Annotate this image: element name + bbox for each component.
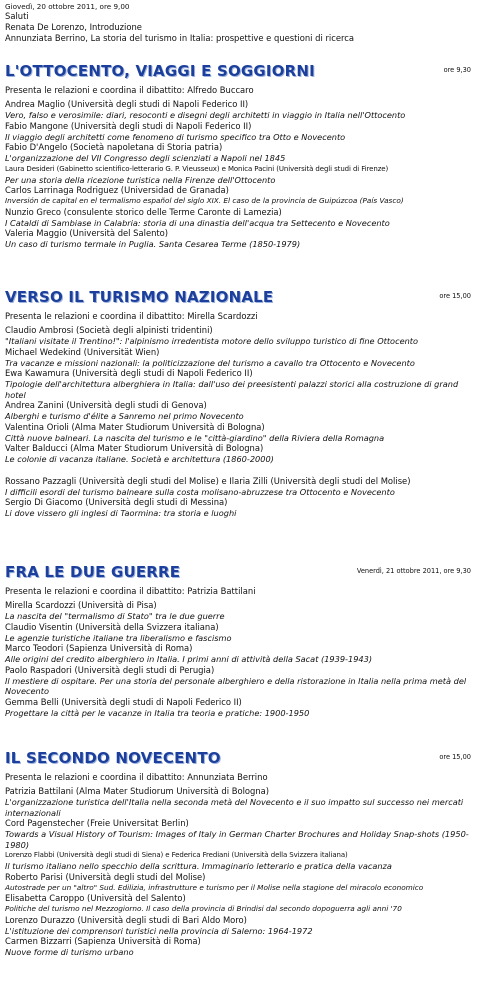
- talk-title: Autostrade per un "altro" Sud. Edilizia, infrastrutture e turismo per il Molise nella stagione del miracolo economico: [5, 882, 424, 892]
- talk-speaker: Fabio D'Angelo (Società napoletana di Storia patria): [5, 142, 223, 152]
- spacer: [5, 465, 475, 476]
- section-header: [5, 288, 475, 310]
- talk-title: Progettare la città per le vacanze in Italia tra teoria e pratiche: 1900-1950: [5, 707, 310, 718]
- talk-item: [5, 697, 475, 719]
- talk-item: [5, 164, 475, 186]
- intro-greetings: Saluti: [5, 11, 29, 21]
- talk-item: [5, 476, 475, 498]
- talk-item: [5, 142, 475, 164]
- talk-item: [5, 400, 475, 422]
- talk-speaker: Sergio Di Giacomo (Università degli studi di Messina): [5, 497, 228, 507]
- talk-speaker: Michael Wedekind (Universität Wien): [5, 346, 160, 357]
- talk-title: Alberghi e turismo d'élite a Sanremo nel primo Novecento: [5, 411, 244, 421]
- talk-title: Il turismo italiano nello specchio della scrittura. Immaginario letterario e pratica della vacanza: [5, 861, 392, 871]
- talk-speaker: Ewa Kawamura (Università degli studi di Napoli Federico II): [5, 368, 253, 378]
- intro-keynote: Annunziata Berrino, La storia del turismo in Italia: prospettive e questioni di ricerca: [5, 33, 355, 43]
- section-chair: Presenta le relazioni e coordina il dibattito: Alfredo Buccaro: [5, 85, 254, 95]
- talk-item: [5, 915, 475, 937]
- talk-speaker: Marco Teodori (Sapienza Università di Roma): [5, 643, 193, 653]
- talk-speaker: Valeria Maggio (Università del Salento): [5, 228, 169, 238]
- talk-item: [5, 818, 475, 850]
- talk-speaker: Rossano Pazzagli (Università degli studi del Molise) e Ilaria Zilli (Università degli studi del Molise): [5, 475, 411, 486]
- talk-item: [5, 786, 475, 818]
- talk-title: Un caso di turismo termale in Puglia. Santa Cesarea Terme (1850-1979): [5, 239, 301, 249]
- talk-speaker: Valentina Orioli (Alma Mater Studiorum Università di Bologna): [5, 421, 265, 432]
- talk-title: Per una storia della ricezione turistica nella Firenze dell'Ottocento: [5, 174, 276, 185]
- talk-title: Nuove forme di turismo urbano: [5, 947, 134, 957]
- talk-speaker: Claudio Visentin (Università della Svizzera italiana): [5, 621, 219, 632]
- talk-title: "Italiani visitate il Trentino!": l'alpinismo irredentista motore dello sviluppo turistico di fine Ottocento: [5, 336, 419, 346]
- talk-title: Il mestiere di ospitare. Per una storia del personale alberghiero e della ristorazione in Italia nella prima metà del Novecento: [5, 675, 467, 696]
- talk-title: La nascita del "termalismo di Stato" tra le due guerre: [5, 611, 225, 621]
- talk-speaker: Laura Desideri (Gabinetto scientifico-letterario G. P. Vieusseux) e Monica Pacini (Università degli studi di Firenze): [5, 164, 389, 173]
- talk-speaker: Fabio Mangone (Università degli studi di Napoli Federico II): [5, 120, 252, 131]
- talk-item: [5, 643, 475, 665]
- section-chair: Presenta le relazioni e coordina il dibattito: Patrizia Battilani: [5, 586, 256, 596]
- talk-item: [5, 368, 475, 400]
- section-ottocento: [5, 62, 475, 250]
- talk-title: Le colonie di vacanza italiane. Società e architettura (1860-2000): [5, 454, 274, 464]
- talk-item: [5, 99, 475, 121]
- talk-item: [5, 600, 475, 622]
- talk-speaker: Andrea Maglio (Università degli studi di Napoli Federico II): [5, 99, 249, 109]
- section-header: [5, 62, 475, 84]
- talk-speaker: Nunzio Greco (consulente storico delle Terme Caronte di Lamezia): [5, 206, 282, 217]
- section-chair: Presenta le relazioni e coordina il dibattito: Annunziata Berrino: [5, 772, 268, 782]
- talk-speaker: Lorenzo Durazzo (Università degli studi di Bari Aldo Moro): [5, 914, 247, 925]
- section-title: L'OTTOCENTO, VIAGGI E SOGGIORNI: [5, 62, 315, 80]
- section-secondo-novecento: [5, 749, 475, 958]
- section-time: ore 15,00: [439, 292, 471, 300]
- talk-title: Inversión de capital en el termalismo español del siglo XIX. El caso de la provincia de Guipúzcoa (País Vasco): [5, 196, 404, 205]
- section-chair: Presenta le relazioni e coordina il dibattito: Mirella Scardozzi: [5, 311, 258, 321]
- talk-item: [5, 443, 475, 465]
- intro-date: Giovedì, 20 ottobre 2011, ore 9,00: [5, 2, 130, 11]
- talk-title: L'istituzione dei comprensori turistici nella provincia di Salerno: 1964-1972: [5, 925, 313, 936]
- talk-speaker: Carmen Bizzarri (Sapienza Università di Roma): [5, 936, 201, 946]
- talk-title: Li dove vissero gli inglesi di Taormina: tra storia e luoghi: [5, 508, 237, 518]
- talk-item: [5, 185, 475, 207]
- section-header: [5, 563, 475, 585]
- talk-title: L'organizzazione del VII Congresso degli scienziati a Napoli nel 1845: [5, 153, 286, 163]
- talk-speaker: Claudio Ambrosi (Società degli alpinisti tridentini): [5, 325, 213, 335]
- section-title: FRA LE DUE GUERRE: [5, 563, 181, 581]
- talk-title: Politiche del turismo nel Mezzogiorno. Il caso della provincia di Brindisi dal secondo dopoguerra agli anni '70: [5, 904, 402, 913]
- talk-item: [5, 893, 475, 915]
- talk-title: I difficili esordi del turismo balneare sulla costa molisano-abruzzese tra Ottocento e Novecento: [5, 486, 395, 497]
- section-header: [5, 749, 475, 771]
- talk-title: Tra vacanze e missioni nazionali: la politicizzazione del turismo a cavallo tra Ottocento e Novecento: [5, 357, 415, 368]
- talk-item: [5, 228, 475, 250]
- intro-block: [5, 2, 475, 44]
- intro-introduction: Renata De Lorenzo, Introduzione: [5, 22, 142, 32]
- section-title: IL SECONDO NOVECENTO: [5, 749, 221, 767]
- talk-title: Tipologie dell'architettura alberghiera in Italia: dall'uso dei preesistenti palazzi storici alla costruzione di grand hotel: [5, 379, 459, 400]
- section-time: ore 9,30: [443, 66, 471, 74]
- talk-title: Alle origini del credito alberghiero in Italia. I primi anni di attività della Sacat (1939-1943): [5, 654, 373, 664]
- talk-title: L'organizzazione turistica dell'Italia nella seconda metà del Novecento e il suo impatto sul successo nei mercati internazionali: [5, 797, 464, 818]
- talk-speaker: Patrizia Battilani (Alma Mater Studiorum Università di Bologna): [5, 786, 270, 796]
- talk-item: [5, 497, 475, 519]
- talk-title: Vero, falso e verosimile: diari, resoconti e disegni degli architetti in viaggio in Italia nell'Ottocento: [5, 110, 406, 120]
- talk-title: I Cataldi di Sambiase in Calabria: storia di una dinastia dell'acqua tra Settecento e Novecento: [5, 217, 390, 228]
- talk-speaker: Cord Pagenstecher (Freie Universitat Berlin): [5, 818, 189, 828]
- talk-item: [5, 665, 475, 697]
- talk-speaker: Lorenzo Flabbi (Università degli studi di Siena) e Federica Frediani (Università della Svizzera italiana): [5, 851, 348, 859]
- talk-item: [5, 936, 475, 958]
- section-title: VERSO IL TURISMO NAZIONALE: [5, 288, 274, 306]
- section-turismo-nazionale: [5, 288, 475, 519]
- talk-title: Le agenzie turistiche italiane tra liberalismo e fascismo: [5, 632, 232, 643]
- talk-speaker: Gemma Belli (Università degli studi di Napoli Federico II): [5, 696, 242, 707]
- talk-speaker: Mirella Scardozzi (Università di Pisa): [5, 600, 157, 610]
- talk-speaker: Andrea Zanini (Università degli studi di Genova): [5, 400, 207, 410]
- talk-speaker: Carlos Larrinaga Rodriguez (Universidad de Granada): [5, 185, 229, 195]
- talk-item: [5, 422, 475, 444]
- talk-item: [5, 872, 475, 894]
- talk-item: [5, 325, 475, 347]
- talk-speaker: Valter Balducci (Alma Mater Studiorum Università di Bologna): [5, 443, 264, 453]
- talk-speaker: Roberto Parisi (Università degli studi del Molise): [5, 871, 206, 882]
- section-time: ore 15,00: [439, 753, 471, 761]
- talk-item: [5, 121, 475, 143]
- talk-title: Il viaggio degli architetti come fenomeno di turismo specifico tra Otto e Novecento: [5, 131, 346, 142]
- talk-item: [5, 207, 475, 229]
- section-due-guerre: [5, 563, 475, 718]
- talk-item: [5, 850, 475, 872]
- talk-speaker: Paolo Raspadori (Università degli studi di Perugia): [5, 664, 215, 675]
- talk-speaker: Elisabetta Caroppo (Università del Salento): [5, 893, 186, 903]
- talk-title: Towards a Visual History of Tourism: Images of Italy in German Charter Brochures and Holiday Snap-shots (1950-1980): [5, 829, 469, 850]
- talk-item: [5, 347, 475, 369]
- section-time: Venerdì, 21 ottobre 2011, ore 9,30: [356, 567, 471, 575]
- talk-item: [5, 622, 475, 644]
- talk-title: Città nuove balneari. La nascita del turismo e le "città-giardino" della Riviera della Romagna: [5, 432, 385, 443]
